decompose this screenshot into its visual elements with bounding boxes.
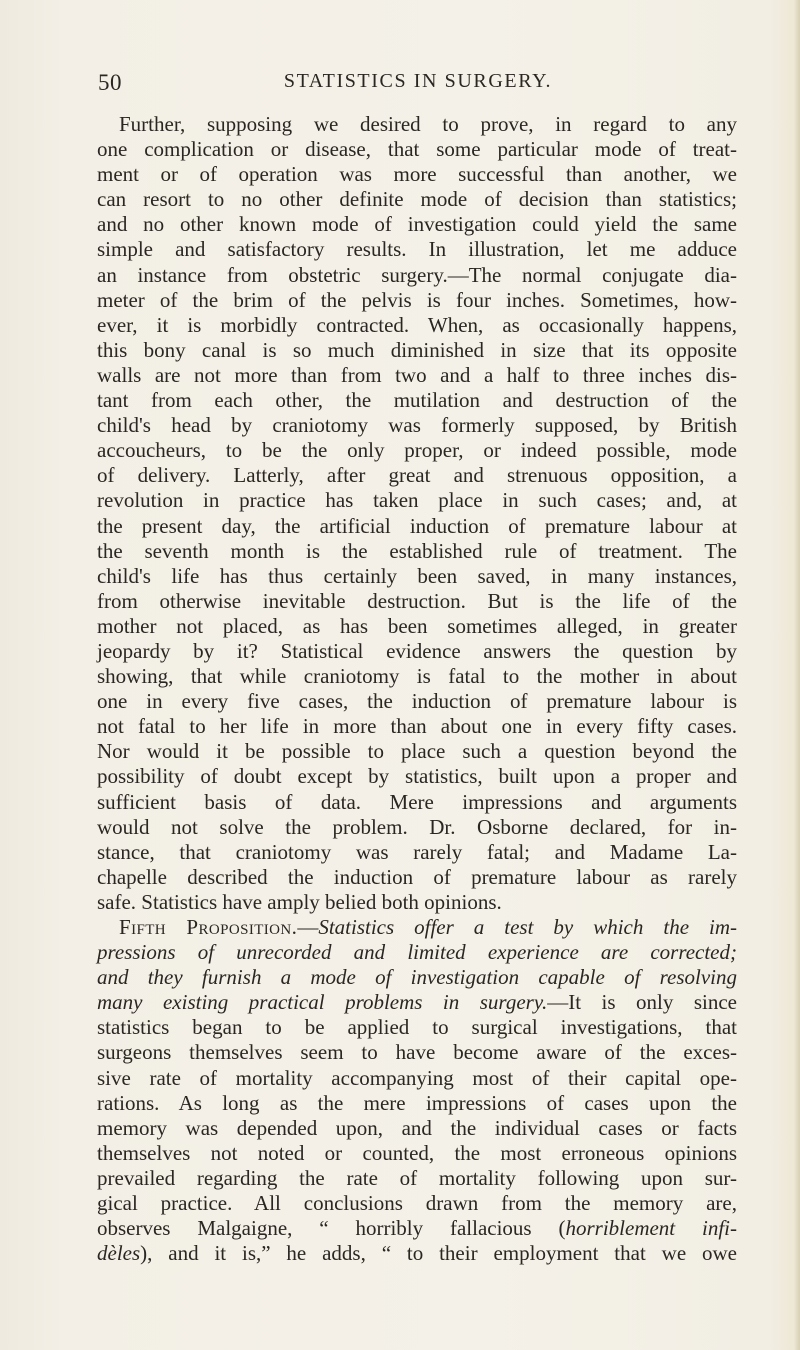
text-line: meter of the brim of the pelvis is four inches. Sometimes, how- (97, 287, 737, 312)
proposition-line-3 (97, 965, 737, 990)
text-line: sive rate of mortality accompanying most of their capital ope- (97, 1065, 737, 1090)
page-header (98, 70, 738, 100)
body-text (97, 112, 737, 1266)
text-line: would not solve the problem. Dr. Osborne declared, for in- (97, 814, 737, 839)
text-line: one complication or disease, that some particular mode of treat- (97, 137, 737, 162)
text-line: this bony canal is so much diminished in size that its opposite (97, 337, 737, 362)
french-term-end: dèles (97, 1241, 141, 1266)
quote-continuation: ), and it is,” he adds, “ to their employment that we owe (140, 1241, 737, 1266)
proposition-line-2 (97, 940, 737, 965)
page-edge-shadow (794, 0, 800, 1350)
french-term: horriblement infi- (565, 1216, 738, 1241)
text-line: not fatal to her life in more than about one in every fifty cases. (97, 714, 737, 739)
text-line: surgeons themselves seem to have become aware of the exces- (97, 1040, 737, 1065)
text-line: mother not placed, as has been sometimes alleged, in greater (97, 613, 737, 638)
text-line: of delivery. Latterly, after great and strenuous opposition, a (97, 463, 737, 488)
text-line: simple and satisfactory results. In illustration, let me adduce (97, 237, 737, 262)
proposition-italic: and they furnish a mode of investigation capable of resolving (97, 965, 737, 990)
text-line: and no other known mode of investigation could yield the same (97, 212, 737, 237)
text-line: can resort to no other definite mode of decision than statistics; (97, 187, 737, 212)
text-line: one in every five cases, the induction of premature labour is (97, 689, 737, 714)
proposition-heading: Fifth Proposition. (119, 915, 298, 939)
text-line: the present day, the artificial induction of premature labour at (97, 513, 737, 538)
text-line: showing, that while craniotomy is fatal to the mother in about (97, 664, 737, 689)
text-line: child's life has thus certainly been saved, in many instances, (97, 563, 737, 588)
text-line: sufficient basis of data. Mere impressions and arguments (97, 789, 737, 814)
text-line: ever, it is morbidly contracted. When, as occasionally happens, (97, 312, 737, 337)
text-line: walls are not more than from two and a half to three inches dis- (97, 362, 737, 387)
text-line: gical practice. All conclusions drawn from the memory are, (97, 1191, 737, 1216)
proposition-continuation: —It is only since (547, 990, 737, 1015)
proposition-italic: Statistics offer a test by which the im- (318, 915, 737, 939)
text-line: tant from each other, the mutilation and destruction of the (97, 388, 737, 413)
text-line: memory was depended upon, and the individual cases or facts (97, 1115, 737, 1140)
text-line: Nor would it be possible to place such a question beyond the (97, 739, 737, 764)
text-line: jeopardy by it? Statistical evidence answers the question by (97, 638, 737, 663)
proposition-italic: many existing practical problems in surgery. (97, 990, 548, 1015)
quote-lead: observes Malgaigne, “ horribly fallacious ( (97, 1216, 566, 1241)
text-line: themselves not noted or counted, the most erroneous opinions (97, 1140, 737, 1165)
running-head: STATISTICS IN SURGERY. (283, 70, 553, 92)
page-number: 50 (98, 70, 122, 95)
text-line: rations. As long as the mere impressions of cases upon the (97, 1090, 737, 1115)
text-line: from otherwise inevitable destruction. But is the life of the (97, 588, 737, 613)
text-line: statistics began to be applied to surgical investigations, that (97, 1015, 737, 1040)
text-line: child's head by craniotomy was formerly supposed, by British (97, 413, 737, 438)
text-line: revolution in practice has taken place in such cases; and, at (97, 488, 737, 513)
text-line: ment or of operation was more successful than another, we (97, 162, 737, 187)
proposition-line-1 (97, 915, 737, 940)
quote-line-1 (97, 1216, 737, 1241)
text-line: chapelle described the induction of premature labour as rarely (97, 864, 737, 889)
quote-line-2 (97, 1241, 737, 1266)
text-line: prevailed regarding the rate of mortality following upon sur- (97, 1165, 737, 1190)
text-line: accoucheurs, to be the only proper, or indeed possible, mode (97, 438, 737, 463)
text-line: an instance from obstetric surgery.—The normal conjugate dia- (97, 262, 737, 287)
text-line: Further, supposing we desired to prove, in regard to any (119, 112, 737, 136)
text-line: possibility of doubt except by statistics, built upon a proper and (97, 764, 737, 789)
proposition-line-4 (97, 990, 737, 1015)
text-line: the seventh month is the established rule of treatment. The (97, 538, 737, 563)
proposition-italic: pressions of unrecorded and limited experience are corrected; (97, 940, 737, 965)
proposition-dash: — (297, 915, 319, 939)
text-line: safe. Statistics have amply belied both opinions. (97, 889, 502, 914)
text-line: stance, that craniotomy was rarely fatal; and Madame La- (97, 839, 737, 864)
